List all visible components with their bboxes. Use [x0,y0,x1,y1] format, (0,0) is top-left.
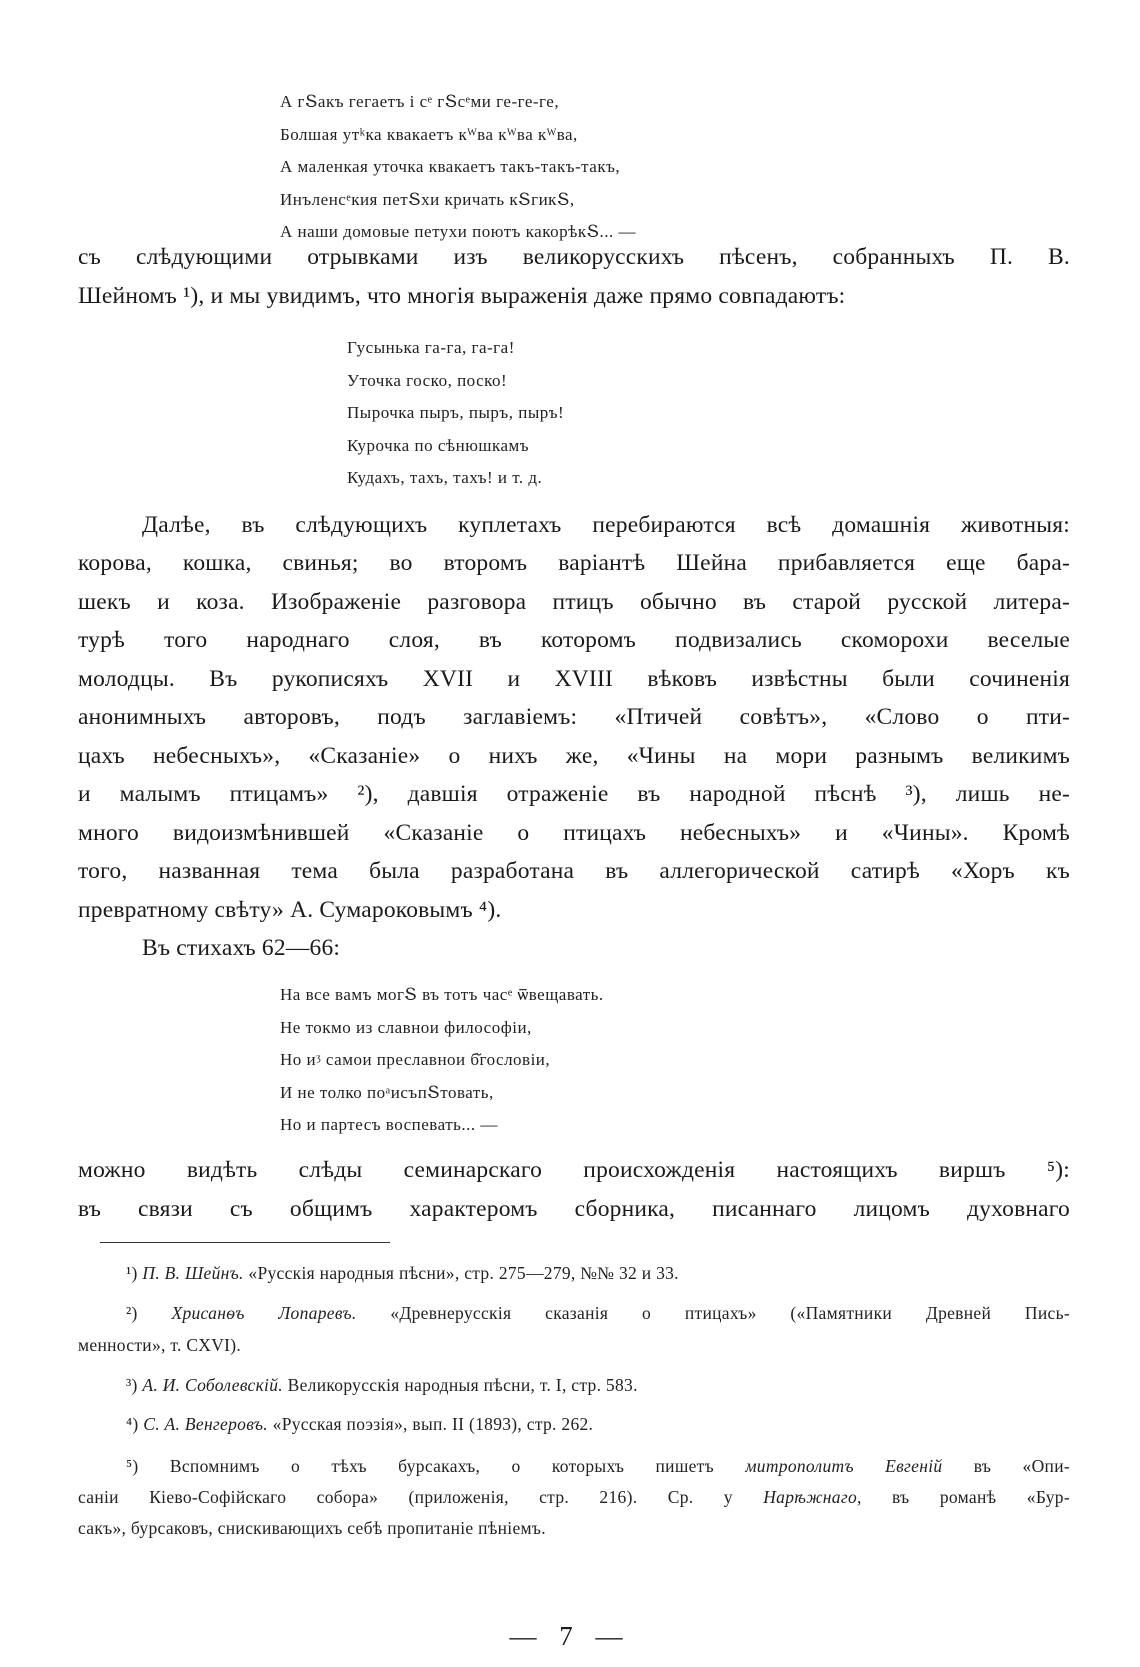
body-line: Въ стихахъ 62—66: [142,935,341,961]
verse-line: На все вамъ могՏ въ тотъ часᵉ ѿвещавать. [280,985,604,1004]
footnote-text: «Русская поэзія», вып. II (1893), стр. 262. [272,1414,594,1434]
verse-line: Но иᶾ самои преславнои б̆гословіи, [280,1050,551,1070]
body-line: шекъ и коза. Изображеніе разговора птицъ обычно въ старой русской литера- [78,589,1070,615]
verse-block-2 [347,332,564,495]
footnote-author: Хрисанѳъ Лопаревъ. [171,1303,357,1323]
footnote-mark: ²) [126,1303,138,1323]
footnote-5-line3: сакъ», бурсаковъ, снискивающихъ себѣ пропитаніе пѣніемъ. [78,1518,546,1538]
footnote-mark: ¹) [126,1263,138,1283]
body-line: того, названная тема была разработана въ аллегорической сатирѣ «Хоръ къ [78,858,1070,884]
verse-line: Болшая утᵏка квакаетъ кᵂва кᵂва кᵂва, [280,124,578,144]
footnote-italic: митрополитъ Евгеній [745,1456,943,1476]
body-line: Шейномъ ¹), и мы увидимъ, что многія выраженія даже прямо совпадаютъ: [78,283,846,309]
body-line: Далѣе, въ слѣдующихъ куплетахъ перебираются всѣ домашнія животныя: [142,512,1070,538]
body-line: и малымъ птицамъ» ²), давшія отраженіе въ народной пѣснѣ ³), лишь не- [78,781,1070,807]
footnote-mark: ³) [126,1375,138,1395]
footnote-text: Вспомнимъ о тѣхъ бурсакахъ, о которыхъ пишетъ [169,1456,714,1476]
verse-line: А гՏакъ гегаетъ і сᵉ гՏсᵉми ге-ге-ге, [280,92,560,111]
footnote-4 [126,1414,1070,1435]
verse-line: А наши домовые петухи поютъ какорѣкՏ... — [280,222,637,242]
verse-line: Инъленсᵉкия петՏхи кричать кՏгикՏ, [280,189,575,209]
verse-line: Курочка по сѣнюшкамъ [347,435,530,455]
body-line: молодцы. Въ рукописяхъ XVII и XVIII вѣковъ извѣстны были сочиненія [78,666,1070,692]
verse-block-3 [280,979,604,1142]
body-line: корова, кошка, свинья; во второмъ варіантѣ Шейна прибавляется еще бара- [78,550,1070,576]
body-line: можно видѣть слѣды семинарскаго происхожденія настоящихъ виршъ ⁵): [78,1157,1070,1183]
body-line: турѣ того народнаго слоя, въ которомъ подвизались скоморохи веселые [78,627,1070,653]
footnote-author: П. В. Шейнъ. [142,1263,244,1283]
body-line: въ связи съ общимъ характеромъ сборника, писаннаго лицомъ духовнаго [78,1196,1070,1222]
footnote-1 [126,1263,1070,1284]
footnote-2-cont: менности», т. CXVI). [78,1335,242,1355]
verse-line: А маленкая уточка квакаетъ такъ-такъ-такъ, [280,157,621,177]
verse-line: Не токмо из славнои философіи, [280,1017,532,1037]
footnote-5 [126,1456,1070,1477]
footnote-mark: ⁵) [126,1456,139,1476]
verse-line: И не толко поᵃисъпՏтовать, [280,1082,494,1102]
body-line: анонимныхъ авторовъ, подъ заглавіемъ: «Птичей совѣтъ», «Слово о пти- [78,704,1070,730]
body-line: цахъ небесныхъ», «Сказаніе» о нихъ же, «Чины на мори разнымъ великимъ [78,743,1070,769]
footnote-text: «Древнерусскія сказанія о птицахъ» («Памятники Древней Пись- [390,1303,1070,1323]
footnote-rule [100,1242,390,1243]
verse-line: Гусынька га-га, га-га! [347,338,515,357]
verse-line: Пырочка пыръ, пыръ, пыръ! [347,403,565,423]
verse-line: Уточка госко, поско! [347,370,508,390]
footnote-text: въ романѣ «Бур- [892,1487,1070,1507]
body-line: съ слѣдующими отрывками изъ великорусскихъ пѣсенъ, собранныхъ П. В. [78,244,1070,270]
verse-line: Но и партесъ воспевать... — [280,1115,498,1135]
verse-block-1 [280,86,636,249]
footnote-text: въ «Опи- [973,1456,1070,1476]
footnote-2 [126,1303,1070,1324]
footnote-author: С. А. Венгеровъ. [143,1414,268,1434]
footnote-author: А. И. Соболевскій. [142,1375,283,1395]
footnote-5-line2 [78,1487,1070,1508]
footnote-3 [126,1375,1070,1396]
footnote-mark: ⁴) [126,1414,139,1434]
footnote-text: «Русскія народныя пѣсни», стр. 275—279, №№ 32 и 33. [248,1263,679,1283]
page-number: — 7 — [509,1621,631,1651]
footnote-text: Великорусскія народныя пѣсни, т. I, стр. 583. [287,1375,638,1395]
footnote-text: саніи Кіево-Софійскаго собора» (приложенія, стр. 216). Ср. у [78,1487,733,1507]
verse-line: Кудахъ, тахъ, тахъ! и т. д. [347,468,543,488]
footnote-italic: Нарѣжнаго, [763,1487,862,1507]
body-line: превратному свѣту» А. Сумароковымъ ⁴). [78,897,502,923]
body-line: много видоизмѣнившей «Сказаніе о птицахъ небесныхъ» и «Чины». Кромѣ [78,820,1070,846]
